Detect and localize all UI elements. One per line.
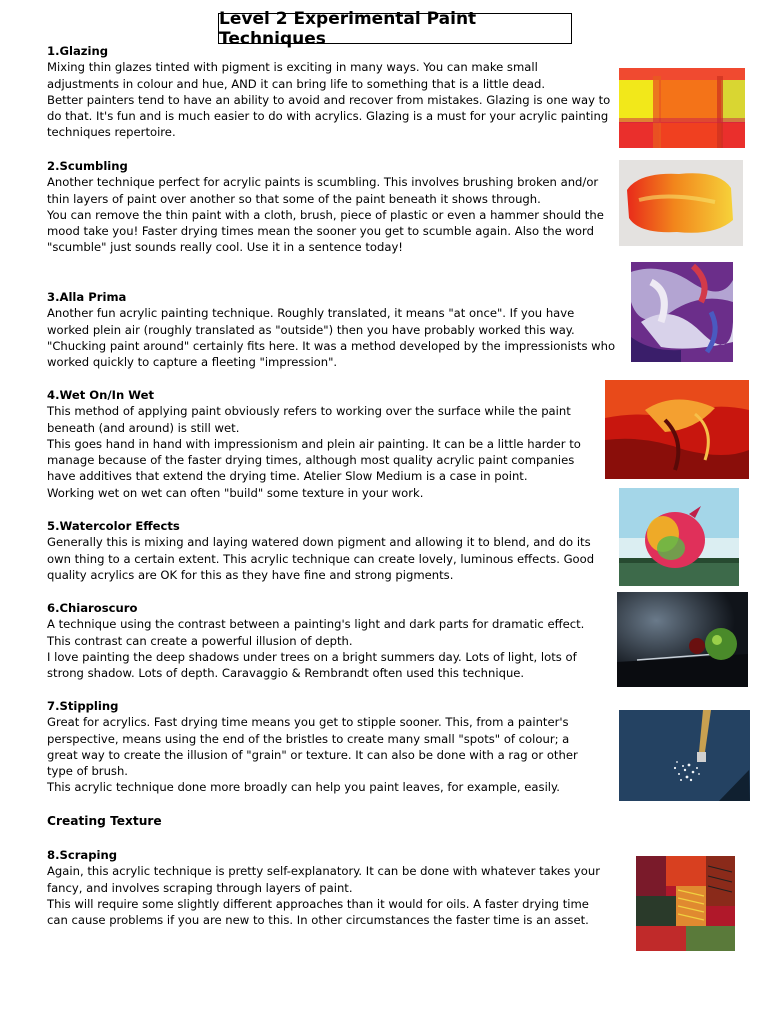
alla-prima-image bbox=[631, 262, 733, 362]
section-paragraph: Working wet on wet can often "build" some texture in your work. bbox=[47, 485, 424, 500]
section-alla-prima bbox=[47, 289, 619, 370]
watercolor-image bbox=[619, 488, 739, 586]
section-heading: 7.Stippling bbox=[47, 699, 119, 713]
section-heading: 5.Watercolor Effects bbox=[47, 519, 180, 533]
section-paragraph: This acrylic technique done more broadly can help you paint leaves, for example, easily. bbox=[47, 780, 560, 795]
section-paragraph: Great for acrylics. Fast drying time means you get to stipple sooner. This, from a painter's perspective, means using the end of the bristles to create many small "spots" of colour; a great way to create the illusion of "grain" or texture. It can also be done with a rag or other type of brush. bbox=[47, 715, 578, 779]
section-paragraph: Another fun acrylic painting technique. Roughly translated, it means "at once". If you have worked plein air (roughly translated as "outside") then you have probably worked this way. bbox=[47, 306, 575, 337]
section-paragraph: Another technique perfect for acrylic paints is scumbling. This involves brushing broken and/or thin layers of paint over another so that some of the paint beneath it shows through. bbox=[47, 175, 599, 206]
section-heading: 4.Wet On/In Wet bbox=[47, 388, 155, 402]
section-paragraph: This method of applying paint obviously refers to working over the surface while the paint beneath (and around) is still wet. bbox=[47, 404, 571, 435]
section-paragraph: Better painters tend to have an ability to avoid and recover from mistakes. Glazing is one way to do that. It's fun and is much easier to do with acrylics. Glazing is a must for your acrylic painting techniques repertoire. bbox=[47, 92, 611, 140]
section-watercolor-effects bbox=[47, 518, 595, 583]
section-scumbling bbox=[47, 158, 605, 256]
subheading-creating-texture: Creating Texture bbox=[47, 814, 162, 828]
section-paragraph: This goes hand in hand with impressionism and plein air painting. It can be a little harder to manage because of the faster drying times, although most quality acrylic paint companies have additives that extend the drying time. Atelier Slow Medium is a case in point. bbox=[47, 436, 581, 484]
chiaroscuro-image bbox=[617, 592, 748, 687]
stippling-image bbox=[619, 710, 750, 801]
section-paragraph: You can remove the thin paint with a cloth, brush, piece of plastic or even a hammer should the mood take you! Faster drying times mean the sooner you get to scumble again. Also the word "scumble" just sounds really cool. Use it in a sentence today! bbox=[47, 207, 604, 255]
section-scraping bbox=[47, 847, 609, 928]
section-paragraph: Mixing thin glazes tinted with pigment is exciting in many ways. You can make small adjustments in colour and hue, AND it can bring life to something that is a little dead. bbox=[47, 60, 546, 91]
section-stippling bbox=[47, 698, 597, 796]
section-heading: 8.Scraping bbox=[47, 848, 118, 862]
section-paragraph: A technique using the contrast between a painting's light and dark parts for dramatic effect. This contrast can create a powerful illusion of depth. bbox=[47, 617, 585, 648]
scumbling-image bbox=[619, 160, 743, 246]
wet-on-wet-image bbox=[605, 380, 749, 479]
glazing-image bbox=[619, 68, 745, 148]
section-heading: 6.Chiaroscuro bbox=[47, 601, 138, 615]
section-paragraph: "Chucking paint around" certainly fits here. It was a method developed by the impressionists who worked quickly to capture a fleeting "impression". bbox=[47, 338, 616, 370]
section-paragraph: I love painting the deep shadows under trees on a bright summers day. Lots of light, lots of strong shadow. Lots of depth. Caravaggio & Rembrandt often used this technique. bbox=[47, 649, 577, 681]
section-paragraph: Generally this is mixing and laying watered down pigment and allowing it to blend, and do its own thing to a certain extent. This acrylic technique can create lovely, luminous effects. Good quality acrylics are OK for this as they have fine and strong pigments. bbox=[47, 535, 595, 582]
scraping-image bbox=[636, 856, 735, 951]
section-paragraph: This will require some slightly different approaches than it would for oils. A faster drying time can cause problems if you are new to this. In other circumstances the faster time is an asset. bbox=[47, 896, 589, 928]
section-heading: 1.Glazing bbox=[47, 44, 109, 58]
section-paragraph: Again, this acrylic technique is pretty self-explanatory. It can be done with whatever takes your fancy, and involves scraping through layers of paint. bbox=[47, 864, 600, 895]
section-chiaroscuro bbox=[47, 600, 607, 681]
page-title: Level 2 Experimental Paint Techniques bbox=[218, 13, 572, 44]
section-glazing bbox=[47, 43, 611, 141]
section-heading: 2.Scumbling bbox=[47, 159, 128, 173]
section-heading: 3.Alla Prima bbox=[47, 290, 127, 304]
section-wet-on-wet bbox=[47, 387, 599, 501]
